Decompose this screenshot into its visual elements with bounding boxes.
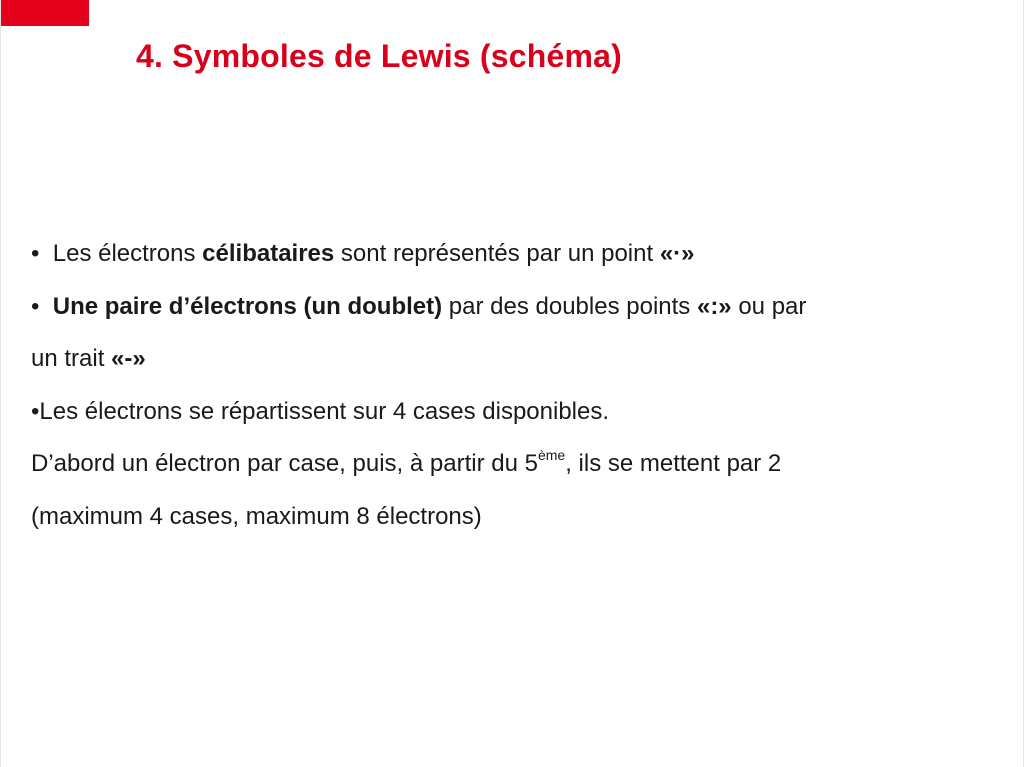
dash-symbol: «-» xyxy=(111,345,146,372)
bullet-bold-term: Une paire d’électrons (un doublet) xyxy=(52,292,443,320)
bullet-single-electrons xyxy=(31,228,991,281)
bullet-bold-term: célibataires xyxy=(202,240,335,267)
bullet-text: ou par xyxy=(731,292,807,320)
bullet-electron-pair xyxy=(31,281,991,334)
bullet-text: sont représentés par un point xyxy=(334,240,660,267)
bullet-text: un trait xyxy=(31,345,112,372)
bullet-four-boxes: •Les électrons se répartissent sur 4 cases disponibles. xyxy=(31,397,610,425)
slide-title: 4. Symboles de Lewis (schéma) xyxy=(136,38,622,74)
paragraph-text: , ils se mettent par 2 xyxy=(565,450,782,477)
paragraph-filling-rule xyxy=(31,438,991,491)
slide-body xyxy=(31,228,991,543)
ordinal-superscript: ème xyxy=(537,447,566,463)
bullet-text: par des doubles points xyxy=(442,292,697,320)
paragraph-text: D’abord un électron par case, puis, à partir du 5 xyxy=(31,450,538,477)
bullet-electron-pair-continued xyxy=(31,333,991,386)
accent-bar xyxy=(1,0,89,26)
bullet-marker: • xyxy=(31,292,40,320)
bullet-text: Les électrons xyxy=(52,240,203,267)
bullet-marker: • xyxy=(31,240,40,267)
colon-symbol: «:» xyxy=(696,292,732,320)
paragraph-maximum: (maximum 4 cases, maximum 8 électrons) xyxy=(31,502,482,530)
dot-symbol: «·» xyxy=(659,240,695,267)
